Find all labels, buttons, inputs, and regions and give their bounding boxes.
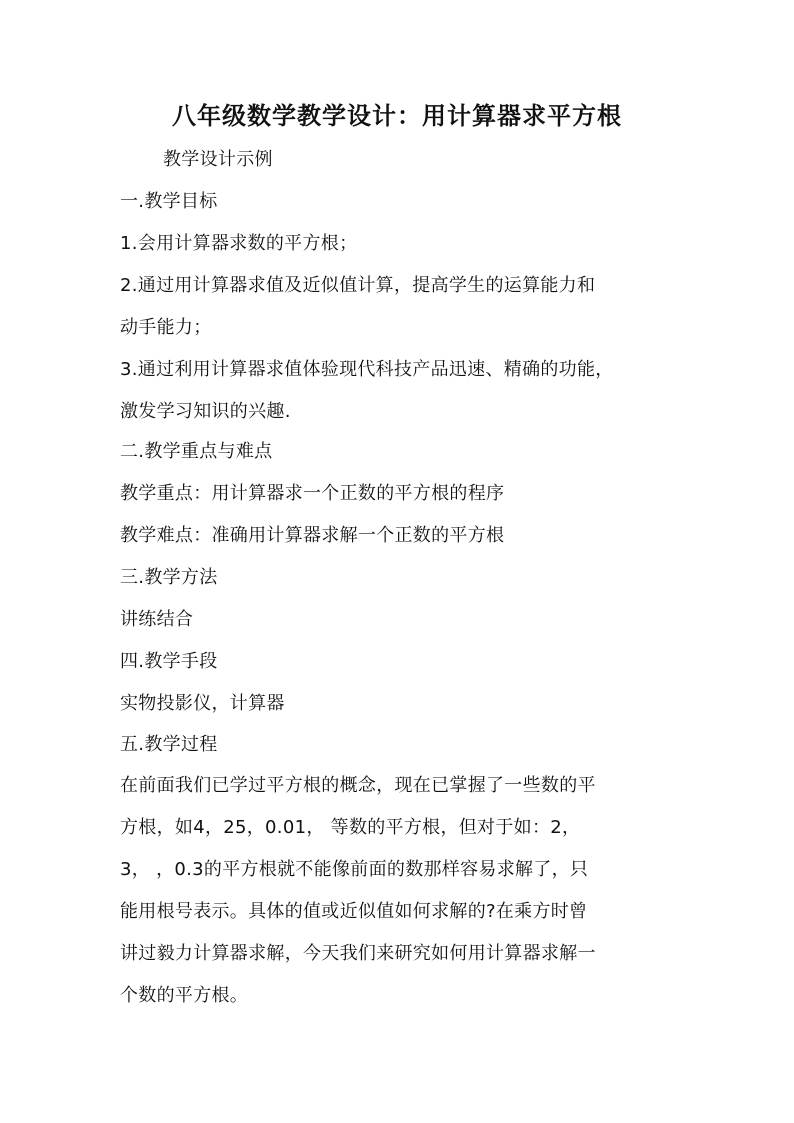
text-line: 能用根号表示。具体的值或近似值如何求解的?在乘方时曾	[120, 901, 588, 922]
text-line: 动手能力；	[120, 317, 212, 338]
section-heading-means: 四.教学手段	[120, 651, 218, 672]
text-line: 2.通过用计算器求值及近似值计算，提高学生的运算能力和	[120, 275, 596, 296]
section-heading-objectives: 一.教学目标	[120, 191, 218, 212]
text-line: 在前面我们已学过平方根的概念，现在已掌握了一些数的平	[120, 775, 596, 796]
text-line: 讲过毅力计算器求解，今天我们来研究如何用计算器求解一	[120, 943, 596, 964]
text-line: 讲练结合	[120, 609, 194, 630]
text-line: 激发学习知识的兴趣.	[120, 401, 291, 422]
text-line: 3， ，0.3的平方根就不能像前面的数那样容易求解了，只	[120, 859, 589, 880]
text-line: 教学难点：准确用计算器求解一个正数的平方根	[120, 525, 505, 546]
section-heading-key-points: 二.教学重点与难点	[120, 441, 273, 462]
text-line: 个数的平方根。	[120, 985, 249, 1006]
text-line: 1.会用计算器求数的平方根；	[120, 233, 358, 254]
text-line: 教学重点：用计算器求一个正数的平方根的程序	[120, 483, 505, 504]
section-heading-methods: 三.教学方法	[120, 567, 218, 588]
text-line: 方根，如4，25，0.01， 等数的平方根，但对于如：2，	[120, 817, 581, 838]
text-line: 实物投影仪，计算器	[120, 693, 285, 714]
text-line: 3.通过利用计算器求值体验现代科技产品迅速、精确的功能，	[120, 359, 614, 380]
section-heading-process: 五.教学过程	[120, 734, 218, 755]
document-subtitle: 教学设计示例	[163, 149, 273, 170]
document-title: 八年级数学教学设计：用计算器求平方根	[172, 102, 622, 130]
